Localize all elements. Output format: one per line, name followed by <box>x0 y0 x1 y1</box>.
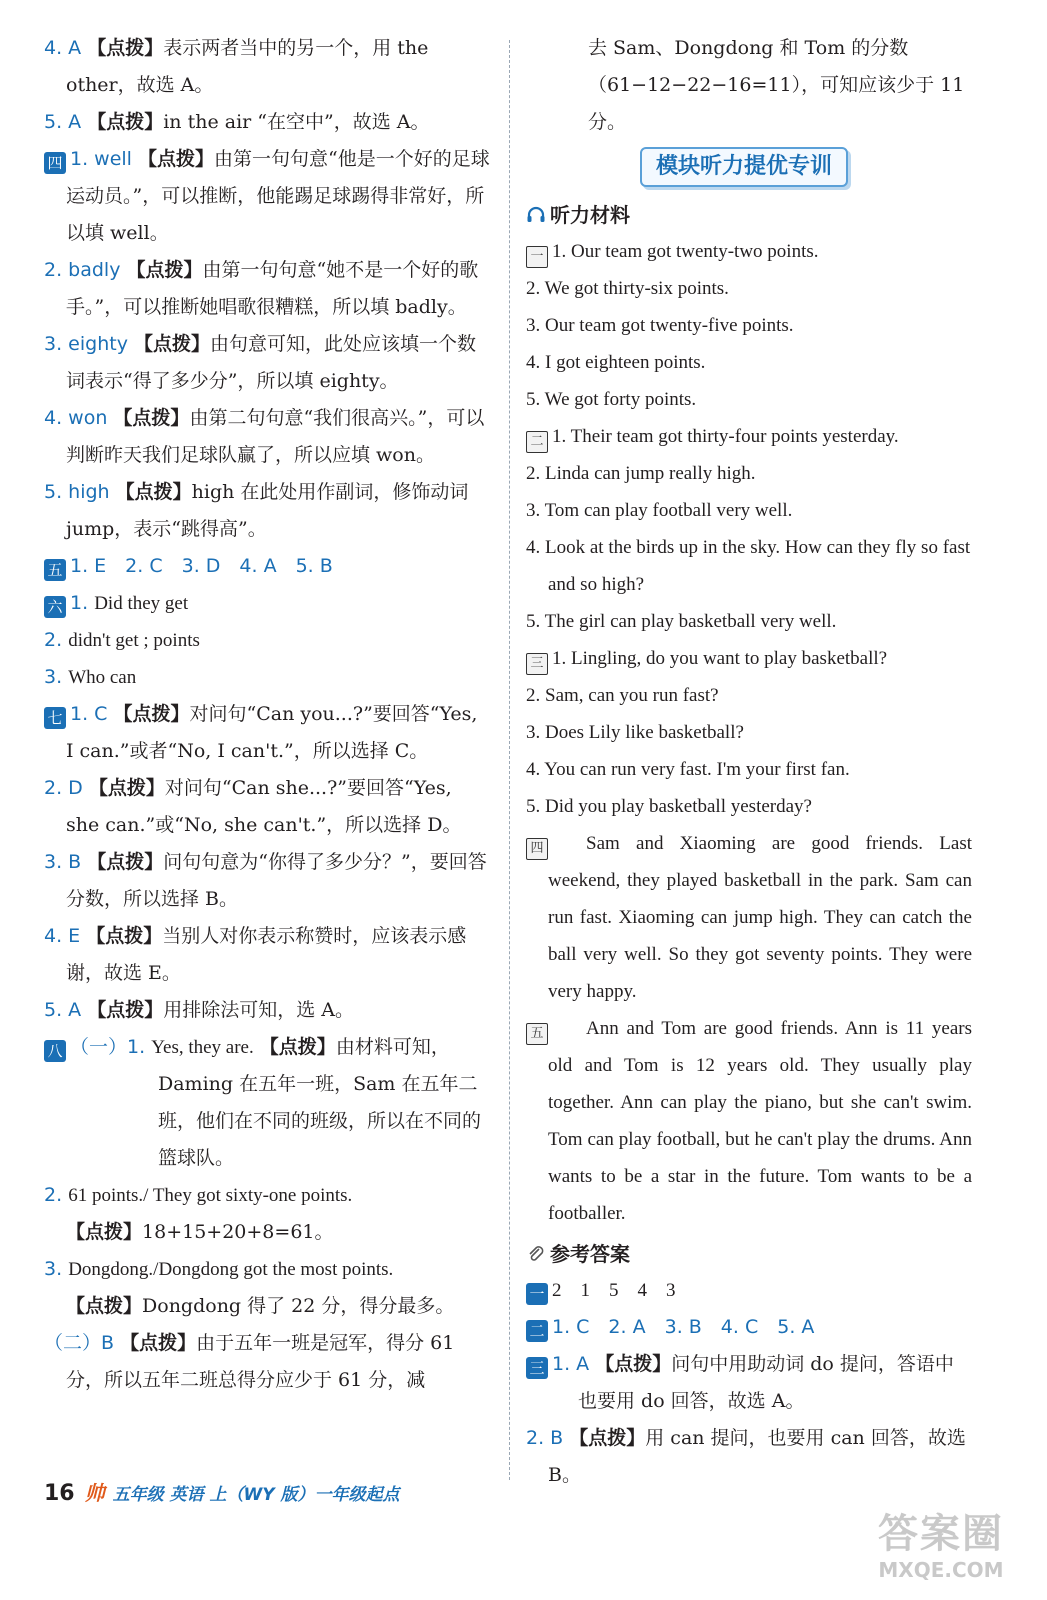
section-badge-8: 八 <box>44 1040 66 1062</box>
paperclip-icon <box>526 1244 546 1264</box>
headphones-icon <box>526 205 546 225</box>
listening-badge-1: 一 <box>526 246 548 268</box>
section-7-item-4: 4. E 【点拨】当别人对你表示称赞时，应该表示感谢，故选 E。 <box>44 925 467 984</box>
section-6-item-2: 2. didn't get ; points <box>44 629 200 651</box>
listening-1-line-2: 2. We got thirty-six points. <box>526 278 729 299</box>
module-banner: 模块听力提优专训 <box>640 147 848 187</box>
section-8-part-1-item-2: 2. 61 points./ They got sixty-one points. <box>44 1184 353 1206</box>
page-number: 16 <box>44 1481 75 1506</box>
section-5-answers: 五 1. E 2. C 3. D 4. A 5. B <box>44 548 490 585</box>
book-title: 五年级 英语 上（WY 版）一年级起点 <box>112 1485 400 1505</box>
section-8-part-2: （二）B 【点拨】由于五年一班是冠军，得分 61 分，所以五年二班总得分应少于 61 分，减 <box>44 1332 455 1391</box>
listening-2-line-5: 5. The girl can play basketball very well. <box>526 611 837 632</box>
answer-section-3-item-1: 三 1. A 【点拨】问句中用助动词 do 提问，答语中也要用 do 回答，故选 A。 <box>526 1346 972 1420</box>
answer-badge-2: 二 <box>526 1320 548 1342</box>
answer-section-3-item-2: 2. B 【点拨】用 can 提问，也要用 can 回答，故选 B。 <box>526 1427 966 1486</box>
section-badge-7: 七 <box>44 707 66 729</box>
listening-badge-4: 四 <box>526 838 548 860</box>
listening-3-line-2: 2. Sam, can you run fast? <box>526 685 719 706</box>
answer-section-1: 一 2 1 5 4 3 <box>526 1272 972 1309</box>
listening-2-line-3: 3. Tom can play football very well. <box>526 500 793 521</box>
column-divider <box>509 40 510 1480</box>
listening-1-line-3: 3. Our team got twenty-five points. <box>526 315 794 336</box>
listening-heading: 听力材料 <box>526 197 972 233</box>
listening-badge-5: 五 <box>526 1023 548 1045</box>
section-6-item-1: 六 1. Did they get <box>44 585 490 622</box>
section-4-item-1: 四 1. well 【点拨】由第一句句意“他是一个好的足球运动员。”，可以推断，他能踢足球踢得非常好，所以填 well。 <box>44 141 490 252</box>
listening-5-passage: 五 Ann and Tom are good friends. Ann is 11 years old and Tom is 12 years old. They usually play together. Ann can play the piano, but she can't swim. Tom can play football, but he can't play the drums. Ann wants to be a star in the future. Tom wants to be a footballer. <box>526 1010 972 1232</box>
listening-1-line-1: 一 1. Our team got twenty-two points. <box>526 233 972 270</box>
answer-section-2: 二 1. C 2. A 3. B 4. C 5. A <box>526 1309 972 1346</box>
listening-1-line-5: 5. We got forty points. <box>526 389 697 410</box>
listening-badge-2: 二 <box>526 431 548 453</box>
section-7-item-2: 2. D 【点拨】对问句“Can she...?”要回答“Yes, she can.”或“No, she can't.”，所以选择 D。 <box>44 777 462 836</box>
listening-1-line-4: 4. I got eighteen points. <box>526 352 706 373</box>
page-footer <box>44 1477 399 1506</box>
section-7-item-1: 七 1. C 【点拨】对问句“Can you...?”要回答“Yes, I can.”或者“No, I can't.”，所以选择 C。 <box>44 696 490 770</box>
section-7-item-5: 5. A 【点拨】用排除法可知，选 A。 <box>44 999 354 1021</box>
answer-5a: 5. A 【点拨】in the air “在空中”，故选 A。 <box>44 111 430 133</box>
listening-2-line-4: 4. Look at the birds up in the sky. How can they fly so fast and so high? <box>526 537 971 595</box>
section-8-part-1-item-3-hint: 【点拨】Dongdong 得了 22 分，得分最多。 <box>66 1295 455 1317</box>
listening-3-line-1: 三 1. Lingling, do you want to play basketball? <box>526 640 972 677</box>
listening-3-line-4: 4. You can run very fast. I'm your first fan. <box>526 759 850 780</box>
listening-4-passage: 四 Sam and Xiaoming are good friends. Last weekend, they played basketball in the park. Sam can run fast. Xiaoming can jump high. They can catch the ball very well. So they got seventy points. They were very happy. <box>526 825 972 1010</box>
listening-3-line-5: 5. Did you play basketball yesterday? <box>526 796 812 817</box>
section-7-item-3: 3. B 【点拨】问句句意为“你得了多少分？”，要回答分数，所以选择 B。 <box>44 851 487 910</box>
section-4-item-3: 3. eighty 【点拨】由句意可知，此处应该填一个数词表示“得了多少分”，所以填 eighty。 <box>44 333 477 392</box>
listening-2-line-1: 二 1. Their team got thirty-four points yesterday. <box>526 418 972 455</box>
left-column <box>44 30 490 1399</box>
section-8-part-1-item-2-hint: 【点拨】18+15+20+8=61。 <box>66 1221 334 1243</box>
section-6-item-3: 3. Who can <box>44 666 137 688</box>
answer-badge-1: 一 <box>526 1283 548 1305</box>
section-4-item-4: 4. won 【点拨】由第二句句意“我们很高兴。”，可以判断昨天我们足球队赢了，所以应填 won。 <box>44 407 485 466</box>
right-column <box>526 30 972 1494</box>
answers-heading: 参考答案 <box>526 1236 972 1272</box>
brand-logo: 帅 <box>84 1481 105 1505</box>
section-badge-6: 六 <box>44 596 66 618</box>
continued-text: 去 Sam、Dongdong 和 Tom 的分数（61−12−22−16=11），可知应该少于 11 分。 <box>588 37 965 133</box>
section-badge-4: 四 <box>44 152 66 174</box>
section-8-part-1-item-3: 3. Dongdong./Dongdong got the most points. <box>44 1258 394 1280</box>
section-4-item-2: 2. badly 【点拨】由第一句句意“她不是一个好的歌手。”，可以推断她唱歌很糟糕，所以填 badly。 <box>44 259 479 318</box>
watermark: 答案圈 MXQE.COM <box>878 1511 1004 1582</box>
listening-2-line-2: 2. Linda can jump really high. <box>526 463 756 484</box>
listening-3-line-3: 3. Does Lily like basketball? <box>526 722 744 743</box>
section-badge-5: 五 <box>44 559 66 581</box>
answer-4a: 4. A 【点拨】表示两者当中的另一个，用 the other，故选 A。 <box>44 37 429 96</box>
section-8-part-1-item-1: 八 （一）1. Yes, they are. 【点拨】由材料可知，Daming 在五年一班，Sam 在五年二班，他们在不同的班级，所以在不同的篮球队。 <box>44 1029 490 1177</box>
answer-badge-3: 三 <box>526 1357 548 1379</box>
listening-badge-3: 三 <box>526 653 548 675</box>
section-4-item-5: 5. high 【点拨】high 在此处用作副词，修饰动词 jump，表示“跳得高”。 <box>44 481 469 540</box>
